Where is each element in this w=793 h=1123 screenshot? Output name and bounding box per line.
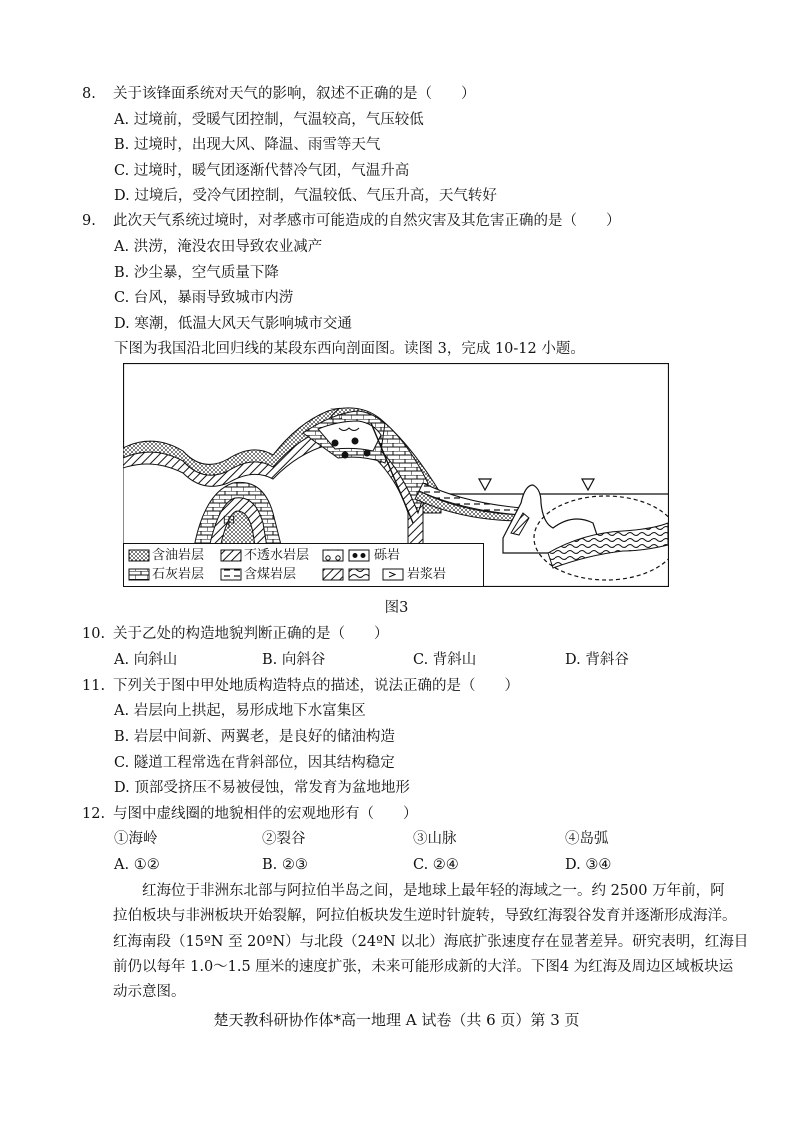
question-12-number: 12. <box>82 806 106 822</box>
gravel-swatch-icon-b <box>349 550 369 561</box>
legend-limestone <box>129 569 149 580</box>
question-8-option-d[interactable]: D. 过境后，受冷气团控制，气温较低、气压升高，天气转好 <box>114 188 497 204</box>
question-10-number: 10. <box>82 626 106 642</box>
question-12-option-c[interactable]: C. ②④ <box>413 857 459 873</box>
question-10-option-b[interactable]: B. 向斜谷 <box>262 652 326 668</box>
question-9-option-a[interactable]: A. 洪涝，淹没农田导致农业减产 <box>114 239 323 255</box>
question-12-option-a[interactable]: A. ①② <box>114 857 160 873</box>
question-11-stem: 下列关于图中甲处地质构造特点的描述，说法正确的是（ ） <box>113 678 519 694</box>
question-10-option-d[interactable]: D. 背斜谷 <box>565 652 629 668</box>
question-11-number: 11. <box>82 678 106 694</box>
metamorphic-swatch-icon-a <box>323 569 343 580</box>
question-9-option-c[interactable]: C. 台风，暴雨导致城市内涝 <box>114 290 294 306</box>
gravel-swatch-icon-a <box>323 550 343 561</box>
label-yi: 乙 <box>329 407 343 423</box>
legend-oil-label: 含油岩层 <box>152 548 205 563</box>
legend-magma <box>383 569 403 580</box>
legend-impermeable <box>221 550 241 561</box>
legend-coal-label: 含煤岩层 <box>244 567 297 582</box>
passage-line-1: 红海位于非洲东北部与阿拉伯半岛之间，是地球上最年轻的海域之一。约 2500 万年前，阿 <box>142 883 725 899</box>
question-11-option-c[interactable]: C. 隧道工程常选在背斜部位，因其结构稳定 <box>114 755 395 771</box>
question-9-option-d[interactable]: D. 寒潮，低温大风天气影响城市交通 <box>114 316 352 332</box>
question-8-number: 8. <box>82 86 96 102</box>
question-11-option-d[interactable]: D. 顶部受挤压不易被侵蚀，常发育为盆地地形 <box>114 780 410 796</box>
legend-oil <box>129 550 149 561</box>
figure-3-caption: 图3 <box>384 600 409 616</box>
question-12-item-2: ②裂谷 <box>262 831 306 847</box>
figure-3-intro: 下图为我国沿北回归线的某段东西向剖面图。读图 3，完成 10-12 小题。 <box>114 341 585 357</box>
question-12-option-d[interactable]: D. ③④ <box>565 857 612 873</box>
question-12-option-b[interactable]: B. ②③ <box>262 857 308 873</box>
question-11-option-b[interactable]: B. 岩层中间新、两翼老，是良好的储油构造 <box>114 729 395 745</box>
legend-impermeable-label: 不透水岩层 <box>244 548 310 563</box>
question-10-stem: 关于乙处的构造地貌判断正确的是（ ） <box>113 626 389 642</box>
coal-layer-swatch-icon <box>221 569 241 580</box>
question-11-option-a[interactable]: A. 岩层向上拱起，易形成地下水富集区 <box>114 703 366 719</box>
question-9-option-b[interactable]: B. 沙尘暴，空气质量下降 <box>114 265 279 281</box>
question-12-item-1: ①海岭 <box>114 831 158 847</box>
passage-line-4: 前仍以每年 1.0～1.5 厘米的速度扩张，未来可能形成新的大洋。下图4 为红海及周边区域板块运 <box>113 959 734 975</box>
legend-coal <box>221 569 241 580</box>
cross-section-figure <box>123 363 669 587</box>
passage-line-3: 红海南段（15ºN 至 20ºN）与北段（24ºN 以北）海底扩张速度存在显著差异。研究表明，红海目 <box>113 934 749 950</box>
label-jia: 甲 <box>222 515 236 531</box>
question-9-number: 9. <box>82 213 96 229</box>
passage-line-2: 拉伯板块与非洲板块开始裂解，阿拉伯板块发生逆时针旋转，导致红海裂谷发育并逐渐形成海洋。 <box>113 908 737 924</box>
question-8-option-c[interactable]: C. 过境时，暖气团逐渐代替冷气团，气温升高 <box>114 163 410 179</box>
legend-limestone-label: 石灰岩层 <box>152 567 205 582</box>
question-10-option-a[interactable]: A. 向斜山 <box>114 652 178 668</box>
magma-swatch-icon <box>383 569 403 580</box>
question-8-stem: 关于该锋面系统对天气的影响，叙述不正确的是（ ） <box>113 86 476 102</box>
question-12-item-3: ③山脉 <box>413 831 457 847</box>
page-footer: 楚天教科研协作体*高一地理 A 试卷（共 6 页）第 3 页 <box>213 1011 580 1029</box>
question-12-stem: 与图中虚线圈的地貌相伴的宏观地形有（ ） <box>113 806 418 822</box>
question-10-option-c[interactable]: C. 背斜山 <box>413 652 477 668</box>
legend-gravel-label: 砾岩 <box>374 548 401 563</box>
legend-magma-label: 岩浆岩 <box>407 567 447 582</box>
metamorphic-swatch-icon-b <box>349 569 369 580</box>
passage-line-5: 动示意图。 <box>113 984 186 1000</box>
question-9-stem: 此次天气系统过境时，对孝感市可能造成的自然灾害及其危害正确的是（ ） <box>113 213 621 229</box>
oil-layer-swatch-icon <box>129 550 149 561</box>
question-12-item-4: ④岛弧 <box>565 831 609 847</box>
limestone-swatch-icon <box>129 569 149 580</box>
question-8-option-a[interactable]: A. 过境前，受暖气团控制，气温较高，气压较低 <box>114 112 424 128</box>
impermeable-layer-swatch-icon <box>221 550 241 561</box>
question-8-option-b[interactable]: B. 过境时，出现大风、降温、雨雪等天气 <box>114 137 381 153</box>
